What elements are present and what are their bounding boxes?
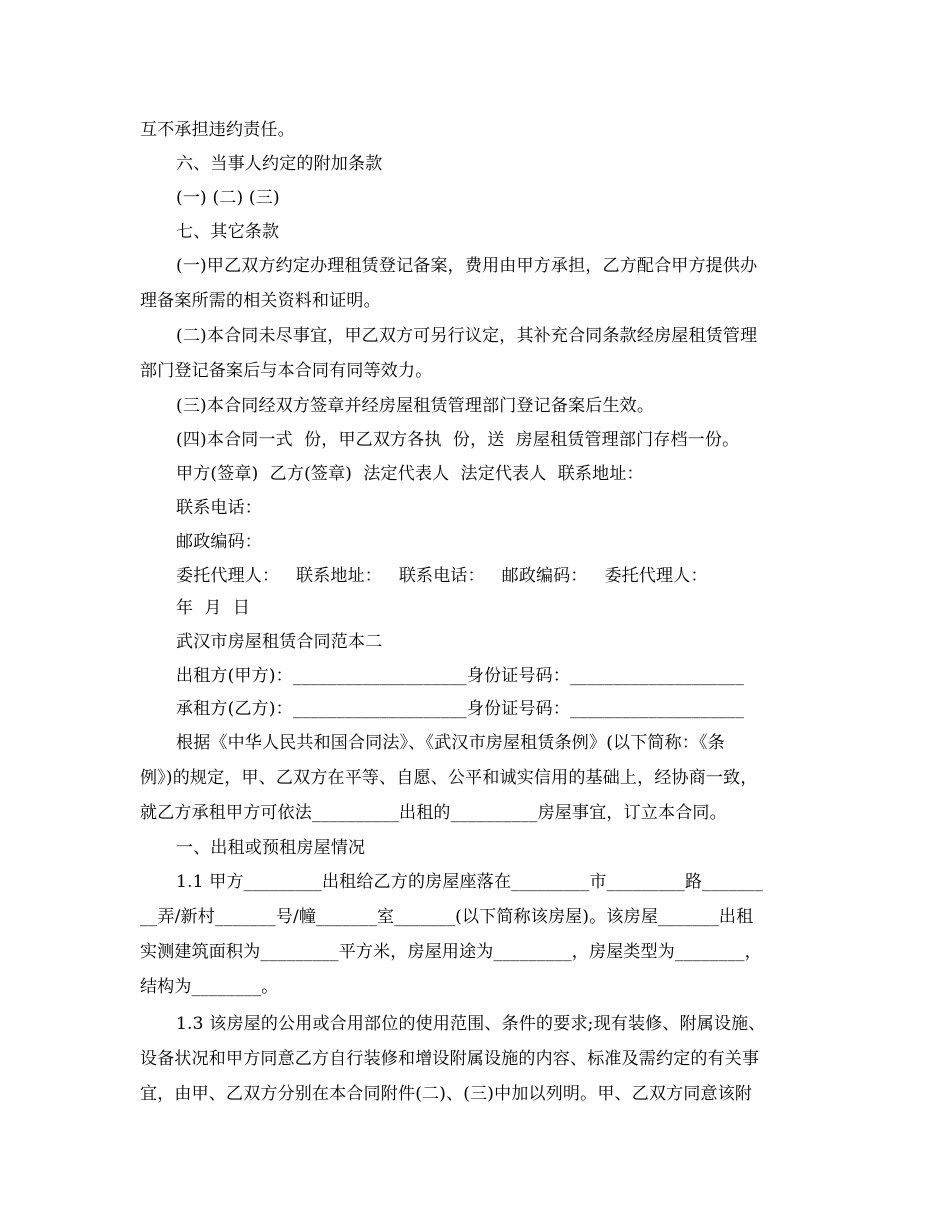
text-line: 六、当事人约定的附加条款 (176, 154, 383, 174)
text-line: 宜，由甲、乙双方分别在本合同附件(二)、(三)中加以列明。甲、乙双方同意该附 (140, 1084, 753, 1104)
text-line: 根据《中华人民共和国合同法》、《武汉市房屋租赁条例》(以下简称：《条 (176, 733, 725, 753)
text-line: (二)本合同未尽事宜，甲乙双方可另行议定，其补充合同条款经房屋租赁管理 (176, 326, 758, 346)
text-line: (三)本合同经双方签章并经房屋租赁管理部门登记备案后生效。 (176, 396, 655, 416)
text-line: (四)本合同一式 份，甲乙双方各执 份，送 房屋租赁管理部门存档一份。 (176, 430, 740, 450)
text-line: 出租方(甲方)：____________________身份证号码：____________________ (176, 666, 745, 686)
text-line: 甲方(签章) 乙方(签章) 法定代表人 法定代表人 联系地址： (176, 464, 644, 484)
text-line: 结构为________。 (140, 977, 279, 997)
text-line: 部门登记备案后与本合同有同等效力。 (140, 361, 433, 381)
text-line: 承租方(乙方)：____________________身份证号码：____________________ (176, 699, 745, 719)
text-line: (一) (二) (三) (176, 188, 280, 208)
text-line: 1.3 该房屋的公用或合用部位的使用范围、条件的要求;现有装修、附属设施、 (176, 1014, 766, 1034)
text-line: __弄/新村_______号/幢_______室_______(以下简称该房屋)。该房屋_______出租 (140, 907, 754, 927)
text-line: (一)甲乙双方约定办理租赁登记备案，费用由甲方承担，乙方配合甲方提供办 (176, 256, 758, 276)
text-line: 七、其它条款 (176, 222, 280, 242)
text-line: 联系电话： (176, 498, 262, 518)
text-line: 例》)的规定，甲、乙双方在平等、自愿、公平和诚实信用的基础上，经协商一致， (140, 768, 758, 788)
text-line: 理备案所需的相关资料和证明。 (140, 291, 381, 311)
text-line: 邮政编码： (176, 532, 262, 552)
text-line: 一、出租或预租房屋情况 (176, 838, 366, 858)
text-line: 实测建筑面积为_________平方米，房屋用途为_________，房屋类型为________， (140, 942, 762, 962)
text-line: 年 月 日 (176, 598, 251, 618)
text-line: 设备状况和甲方同意乙方自行装修和增设附属设施的内容、标准及需约定的有关事 (140, 1049, 760, 1069)
text-line: 委托代理人： 联系地址： 联系电话： 邮政编码： 委托代理人： (176, 566, 708, 586)
text-line: 就乙方承租甲方可依法__________出租的__________房屋事宜，订立本合同。 (140, 803, 727, 823)
text-line: 武汉市房屋租赁合同范本二 (176, 632, 383, 652)
text-line: 互不承担违约责任。 (140, 120, 295, 140)
text-line: 1.1 甲方_________出租给乙方的房屋座落在_________市_________路_______ (176, 872, 764, 892)
